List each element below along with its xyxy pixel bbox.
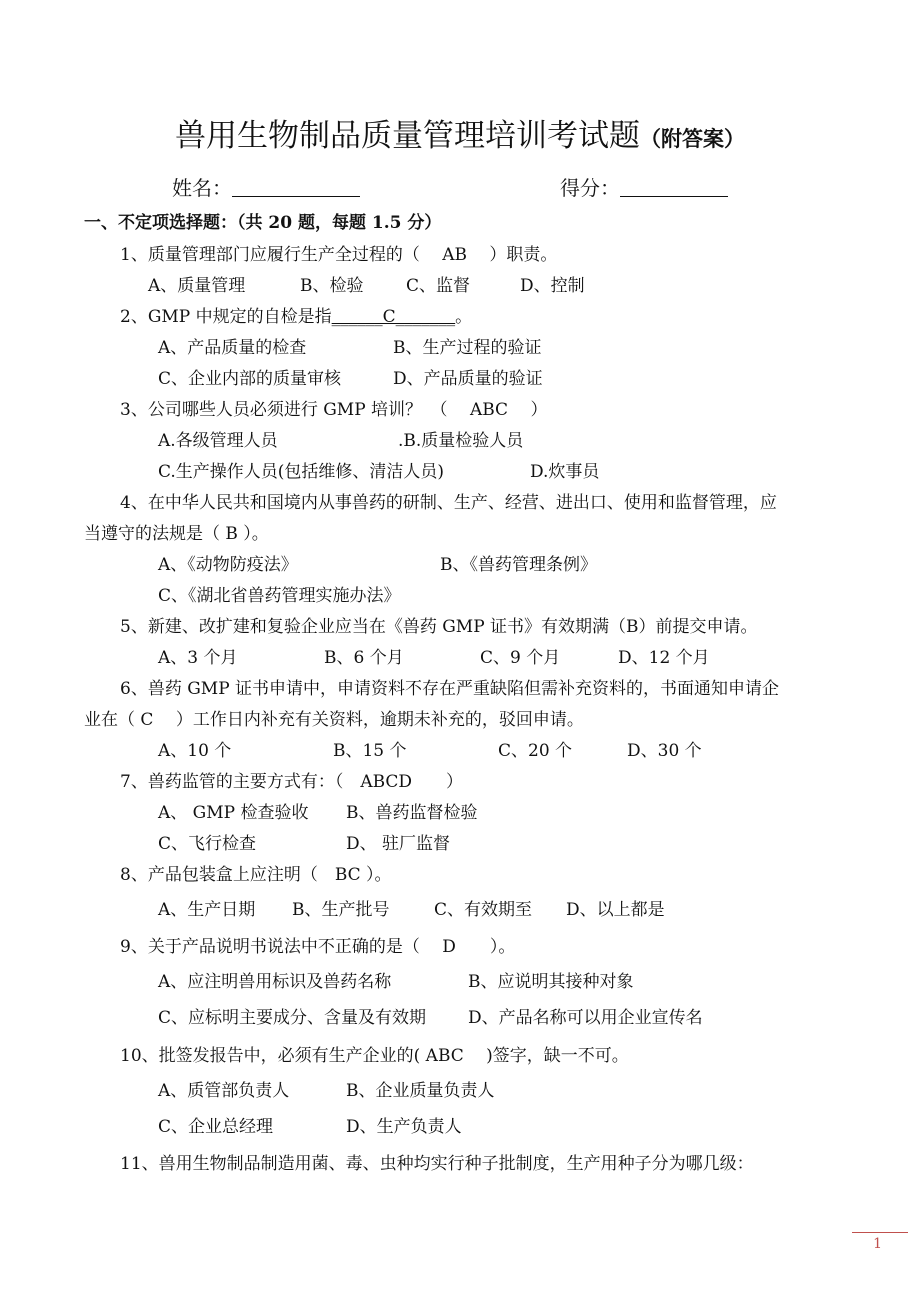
question-stem-continued: 当遵守的法规是（ B ）。 <box>84 524 269 544</box>
stem-answer: ______C_______ <box>331 307 456 327</box>
option: A.各级管理人员 <box>158 431 278 451</box>
option: A、3 个月 <box>158 648 238 668</box>
question-stem: 11、兽用生物制品制造用菌、毒、虫种均实行种子批制度，生产用种子分为哪几级： <box>120 1154 754 1174</box>
name-blank <box>232 178 360 197</box>
question-stem: 9、关于产品说明书说法中不正确的是（ D ）。 <box>120 937 516 957</box>
option: B、生产过程的验证 <box>393 338 542 358</box>
score-field <box>560 172 728 201</box>
option: A、10 个 <box>158 741 232 761</box>
option: C、有效期至 <box>434 900 533 920</box>
option: B、6 个月 <box>324 648 404 668</box>
score-label: 得分： <box>560 176 620 200</box>
option: C、应标明主要成分、含量及有效期 <box>158 1008 427 1028</box>
title-main: 兽用生物制品质量管理培训考试题 <box>175 118 640 154</box>
option: D、产品名称可以用企业宣传名 <box>468 1008 703 1028</box>
option: C.生产操作人员(包括维修、清洁人员) <box>158 462 445 482</box>
option: C、20 个 <box>498 741 573 761</box>
name-label: 姓名： <box>172 176 232 200</box>
section-heading: 一、不定项选择题：（共 20 题，每题 1.5 分） <box>84 213 442 233</box>
question-stem: 8、产品包装盒上应注明（ BC ）。 <box>120 865 392 885</box>
option: D、 驻厂监督 <box>346 834 451 854</box>
question-stem: 3、公司哪些人员必须进行 GMP 培训？ （ ABC ） <box>120 400 548 420</box>
document-title <box>0 110 920 155</box>
question-stem <box>120 302 472 327</box>
option: A、应注明兽用标识及兽药名称 <box>158 972 392 992</box>
question-stem: 6、兽药 GMP 证书申请中，申请资料不存在严重缺陷但需补充资料的，书面通知申请企 <box>120 679 780 699</box>
option: C、监督 <box>406 276 471 296</box>
option: D.炊事员 <box>530 462 600 482</box>
option: C、企业内部的质量审核 <box>158 369 342 389</box>
option: D、生产负责人 <box>346 1117 462 1137</box>
stem-end: 。 <box>455 307 473 327</box>
question-stem: 5、新建、改扩建和复验企业应当在《兽药 GMP 证书》有效期满（B）前提交申请。 <box>120 617 758 637</box>
stem-text: 2、GMP 中规定的自检是指 <box>120 307 332 327</box>
question-stem: 10、批签发报告中，必须有生产企业的( ABC )签字，缺一不可。 <box>120 1046 629 1066</box>
footer-rule <box>852 1232 908 1233</box>
option: A、质管部负责人 <box>158 1081 290 1101</box>
option: B、15 个 <box>333 741 407 761</box>
option: C、《湖北省兽药管理实施办法》 <box>158 586 401 606</box>
option: A、《动物防疫法》 <box>158 555 298 575</box>
option: C、9 个月 <box>480 648 561 668</box>
option: D、30 个 <box>627 741 702 761</box>
option: D、以上都是 <box>566 900 665 920</box>
page-number: 1 <box>873 1236 882 1252</box>
option: .B.质量检验人员 <box>398 431 524 451</box>
option: B、检验 <box>300 276 364 296</box>
option: A、质量管理 <box>148 276 246 296</box>
question-stem: 4、在中华人民共和国境内从事兽药的研制、生产、经营、进出口、使用和监督管理，应 <box>120 493 777 513</box>
option: C、企业总经理 <box>158 1117 274 1137</box>
option: A、产品质量的检查 <box>158 338 307 358</box>
option: B、企业质量负责人 <box>346 1081 495 1101</box>
option: D、产品质量的验证 <box>393 369 543 389</box>
question-stem: 7、兽药监管的主要方式有：（ ABCD ） <box>120 772 464 792</box>
option: B、兽药监督检验 <box>346 803 478 823</box>
option: B、《兽药管理条例》 <box>440 555 597 575</box>
option: D、12 个月 <box>618 648 710 668</box>
question-stem: 1、质量管理部门应履行生产全过程的（ AB ）职责。 <box>120 245 558 265</box>
option: D、控制 <box>520 276 585 296</box>
score-blank <box>620 178 728 197</box>
question-stem-continued: 业在（ C ）工作日内补充有关资料，逾期未补充的，驳回申请。 <box>84 710 584 730</box>
title-sub: （附答案） <box>640 126 745 151</box>
option: B、生产批号 <box>292 900 390 920</box>
option: C、飞行检查 <box>158 834 257 854</box>
option: B、应说明其接种对象 <box>468 972 634 992</box>
option: A、生产日期 <box>158 900 256 920</box>
name-field <box>172 172 360 201</box>
option: A、 GMP 检查验收 <box>158 803 309 823</box>
